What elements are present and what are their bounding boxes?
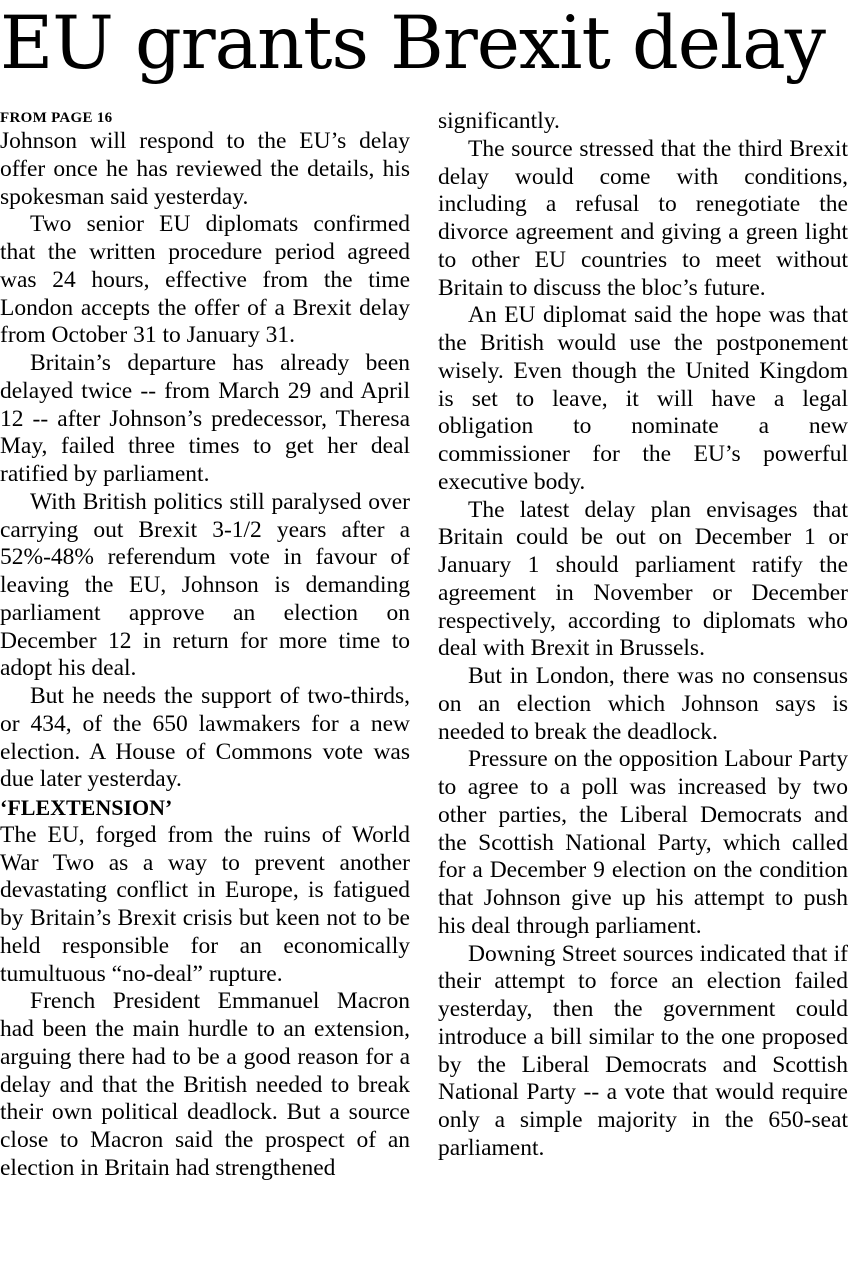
article-paragraph: Two senior EU diplomats confirmed that the written procedure period agreed was 24 hours, effective from the time London accepts the offer of a Brexit delay from October 31 to January 31. (0, 211, 410, 349)
article-paragraph: The latest delay plan envisages that Britain could be out on December 1 or January 1 should parliament ratify the agreement in November or December respectively, according to diplomats who deal with Brexit in Brussels. (438, 496, 848, 662)
article-paragraph: significantly. (438, 108, 560, 134)
continued-from-label: FROM PAGE 16 (0, 110, 113, 126)
right-column (438, 108, 848, 1163)
article-paragraph: Britain’s departure has already been delayed twice -- from March 29 and April 12 -- after Johnson’s predecessor, Theresa May, failed three times to get her deal ratified by parliament. (0, 350, 410, 487)
section-subhead: ‘FLEXTENSION’ (0, 795, 173, 820)
article-paragraph: Pressure on the opposition Labour Party to agree to a poll was increased by two other parties, the Liberal Democrats and the Scottish National Party, which called for a December 9 election on the condition that Johnson give up his attempt to push his deal through parliament. (438, 746, 848, 939)
left-column (0, 108, 410, 1183)
article-paragraph: But he needs the support of two-thirds, or 434, of the 650 lawmakers for a new election. A House of Commons vote was due later yesterday. (0, 683, 410, 793)
article-paragraph: The EU, forged from the ruins of World War Two as a way to prevent another devastating conflict in Europe, is fatigued by Britain’s Brexit crisis but keen not to be held responsible for an economically tumultuous “no-deal” rupture. (0, 821, 410, 987)
article-paragraph: The source stressed that the third Brexit delay would come with conditions, including a refusal to renegotiate the divorce agreement and giving a green light to other EU countries to meet without Britain to discuss the bloc’s future. (438, 135, 848, 301)
article-paragraph: Downing Street sources indicated that if their attempt to force an election failed yesterday, then the government could introduce a bill similar to the one proposed by the Liberal Democrats and Scottish National Party -- a vote that would require only a simple majority in the 650-seat parliament. (438, 940, 848, 1161)
article-paragraph: With British politics still paralysed over carrying out Brexit 3-1/2 years after a 52%-48% referendum vote in favour of leaving the EU, Johnson is demanding parliament approve an election on December 12 in return for more time to adopt his deal. (0, 488, 410, 682)
article-paragraph: But in London, there was no consensus on an election which Johnson says is needed to break the deadlock. (438, 663, 848, 745)
headline: EU grants Brexit delay (0, 1, 826, 86)
article-paragraph: An EU diplomat said the hope was that the British would use the postponement wisely. Even though the United Kingdom is set to leave, it will have a legal obligation to nominate a new commissioner for the EU’s powerful executive body. (438, 302, 848, 495)
article-paragraph: Johnson will respond to the EU’s delay offer once he has reviewed the details, his spokesman said yesterday. (0, 128, 410, 210)
article-paragraph: French President Emmanuel Macron had been the main hurdle to an extension, arguing there had to be a good reason for a delay and that the British needed to break their own political deadlock. But a source close to Macron said the prospect of an election in Britain had strengthened (0, 988, 410, 1181)
